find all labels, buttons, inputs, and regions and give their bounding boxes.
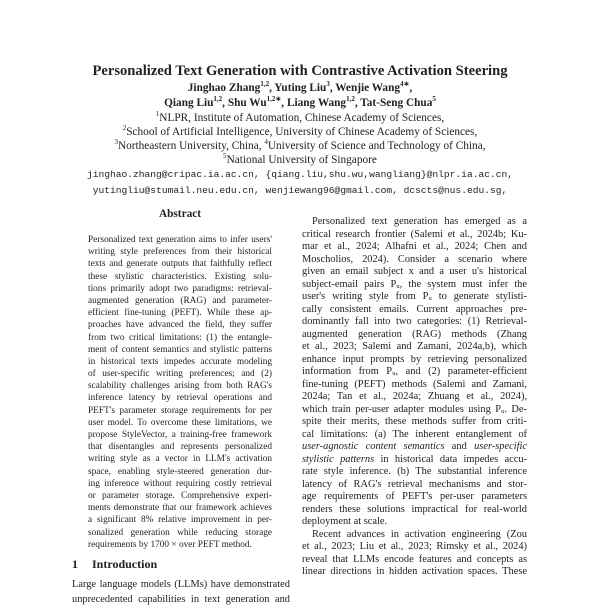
introduction-body — [72, 577, 290, 607]
text-line: these stylistic characteristics. Existing solu- — [88, 271, 272, 282]
text-line: Personalized text generation aims to infer users' — [88, 235, 272, 245]
text-line: Recent advances in activation engineering (Zou — [312, 528, 527, 540]
affiliation-line — [0, 154, 600, 166]
text-line: Large language models (LLMs) have demonstrated — [72, 579, 290, 590]
text-line: writing style as a vector in LLM's activation — [88, 454, 272, 465]
text-line: writing style preferences from their historical — [88, 247, 272, 258]
abstract-heading: Abstract — [158, 208, 202, 220]
affiliation-text: NLPR, Institute of Automation, Chinese Academy of Sciences, — [159, 112, 445, 124]
text-line: scalability challenges arising from both RAG's — [88, 381, 272, 392]
text-line: a significant 8% relative improvement in per- — [88, 515, 272, 526]
text-line: that disentangles and represents personalized — [88, 442, 272, 453]
affiliation-text: School of Artificial Intelligence, University of Chinese Academy of Sciences, — [126, 126, 478, 138]
author-affiliation-mark: 5 — [432, 95, 436, 104]
author-emails-2: yutingliu@stumail.neu.edu.cn, wenjiewang96@gmail.com, dcscts@nus.edu.sg, — [92, 185, 508, 196]
affiliation-mark: 1 — [155, 110, 160, 119]
author-name: , Shu Wu — [222, 97, 267, 109]
text-line: proaches have advanced the field, they suffer — [88, 320, 272, 331]
text-line: information from Pᵤ, and (2) parameter-efficient — [302, 366, 527, 377]
text-line — [302, 454, 527, 467]
text-line: tions primarily adopt two paradigms: retrieval- — [88, 283, 272, 294]
author-name: , Liang Wang — [281, 97, 347, 109]
text-line: PEFT's parameter storage requirements for per — [88, 405, 272, 416]
authors-line-1 — [0, 82, 600, 94]
text-line: ment of content semantics and stylistic patterns — [88, 344, 272, 355]
text-line: mar et al., 2024; Alhafni et al., 2024; Chen and — [302, 241, 527, 252]
text-line: Moscholios, 2024). Consider a scenario where — [302, 253, 527, 265]
text-line: or parameter storage. Comprehensive experi- — [88, 490, 272, 501]
author-name: , Tat-Seng Chua — [354, 97, 433, 109]
text-line: dominantly fall into two categories: (1) Retrieval- — [302, 316, 527, 327]
author-name: Qiang Liu — [164, 97, 214, 109]
author-affiliation-mark: 1,2 — [213, 95, 223, 104]
text-line: requirements by 1700 × over PEFT method. — [88, 539, 252, 550]
paper-title: Personalized Text Generation with Contrastive Activation Steering — [92, 63, 508, 79]
emphasis: user-specific — [474, 441, 527, 452]
text-line: rate style inference. (b) The substantial inference — [302, 466, 527, 477]
section-heading-introduction — [72, 557, 157, 572]
text-line: linear directions in hidden activation spaces. These — [302, 566, 527, 577]
affiliation-mark: 3 — [114, 138, 118, 147]
text-line: user model. To overcome these limitations, we — [88, 417, 272, 428]
text-line: of user-specific writing preferences; and (2) — [88, 369, 272, 380]
text-line: Personalized text generation has emerged as a — [312, 216, 527, 227]
text-line: texts and generate outputs that faithfully reflect — [88, 259, 272, 270]
author-name: , Wenjie Wang — [329, 82, 401, 94]
text-line — [302, 441, 527, 454]
author-affiliation-mark: 1,2 — [346, 95, 355, 104]
author-name: , — [409, 82, 413, 94]
emphasis: stylistic patterns — [302, 453, 375, 465]
affiliation-mark: 2 — [122, 124, 127, 133]
affiliation-text: Northeastern University, China, — [117, 140, 265, 152]
text-line: ing inference without requiring costly retrieval — [88, 478, 272, 489]
text-line: cal limitations: (a) The inherent entanglement of — [302, 428, 527, 440]
text-line: augmented generation (RAG) methods (Zhang — [302, 328, 527, 340]
author-affiliation-mark: 1,2 — [260, 80, 270, 89]
affiliation-line — [0, 126, 600, 138]
text-line: 2024a; Tan et al., 2024a; Zhuang et al., 2024), — [302, 391, 527, 402]
text-line: fine-tuning (PEFT) methods (Salemi and Zamani, — [302, 378, 527, 390]
text-line: enhance input prompts by retrieving personalized — [302, 353, 527, 365]
authors-line-2 — [0, 97, 600, 109]
author-emails-1: jinghao.zhang@cripac.ia.ac.cn, {qiang.liu,shu.wu,wangliang}@nlpr.ia.ac.cn, — [86, 169, 514, 180]
text-line: age requirements of PEFT's per-user parameters — [302, 491, 527, 502]
author-name: Jinghao Zhang — [187, 82, 261, 94]
text-line: reveal that LLMs encode features and concepts as — [302, 553, 527, 565]
text-line: cally consistent emails. Current approaches pre- — [302, 303, 527, 315]
text-line: which train per-user adapter modules using Pᵤ. De- — [302, 403, 527, 415]
text-line: deployment at scale. — [302, 516, 388, 527]
text-line: ments demonstrate that our framework achieves — [88, 503, 272, 514]
affiliation-text: National University of Singapore — [226, 154, 377, 166]
text-segment: in historical data impedes accu- — [374, 453, 527, 465]
author-affiliation-mark: 1,2∗ — [266, 95, 282, 104]
text-line: user's writing style from Pᵤ to generate stylisti- — [302, 291, 527, 302]
text-line: propose StyleVector, a training-free framework — [88, 430, 272, 440]
abstract-body — [88, 234, 272, 551]
text-line: space, enabling style-steered generation dur- — [88, 466, 272, 477]
text-line: efficient fine-tuning (PEFT). While these ap- — [88, 308, 272, 319]
text-line: given an email subject x and a user u's historical — [302, 266, 527, 277]
text-line: sonalized generation while reducing storage — [88, 527, 272, 538]
text-line: from two critical limitations: (1) the entangle- — [88, 332, 272, 343]
author-affiliation-mark: 4∗ — [400, 80, 410, 89]
affiliation-line — [0, 112, 600, 124]
author-name: , Yuting Liu — [269, 82, 327, 94]
text-line: augmented generation (RAG) and parameter- — [88, 295, 272, 306]
text-line: unprecedented capabilities in text generation and — [72, 594, 290, 605]
text-line: et al., 2023; Salemi and Zamani, 2024a,b), which — [302, 341, 527, 352]
text-line: subject-email pairs Pᵤ, the system must infer the — [302, 278, 527, 290]
text-line: critical research frontier (Salemi et al., 2024b; Ku- — [302, 228, 527, 240]
right-column-body — [302, 216, 527, 579]
text-line: renders these solutions impractical for real-world — [302, 503, 527, 515]
section-title: Introduction — [92, 557, 158, 571]
text-line: et al., 2023; Liu et al., 2023; Rimsky et al., 2024) — [302, 541, 527, 552]
affiliation-mark: 4 — [264, 138, 268, 147]
text-line: inference latency by retrieval operations and — [88, 393, 272, 404]
text-line: spite their merits, these methods suffer from criti- — [302, 416, 527, 427]
text-line: in historical texts impedes accurate modeling — [88, 356, 272, 367]
affiliation-text: University of Science and Technology of China, — [267, 140, 486, 152]
affiliation-mark: 5 — [223, 152, 227, 161]
text-line: latency of RAG's retrieval mechanisms and stor- — [302, 478, 527, 490]
author-affiliation-mark: 3 — [326, 80, 330, 89]
affiliation-line — [0, 140, 600, 152]
text-segment: and — [444, 441, 475, 452]
section-number: 1 — [72, 557, 78, 571]
emphasis: user-agnostic content semantics — [302, 441, 445, 452]
